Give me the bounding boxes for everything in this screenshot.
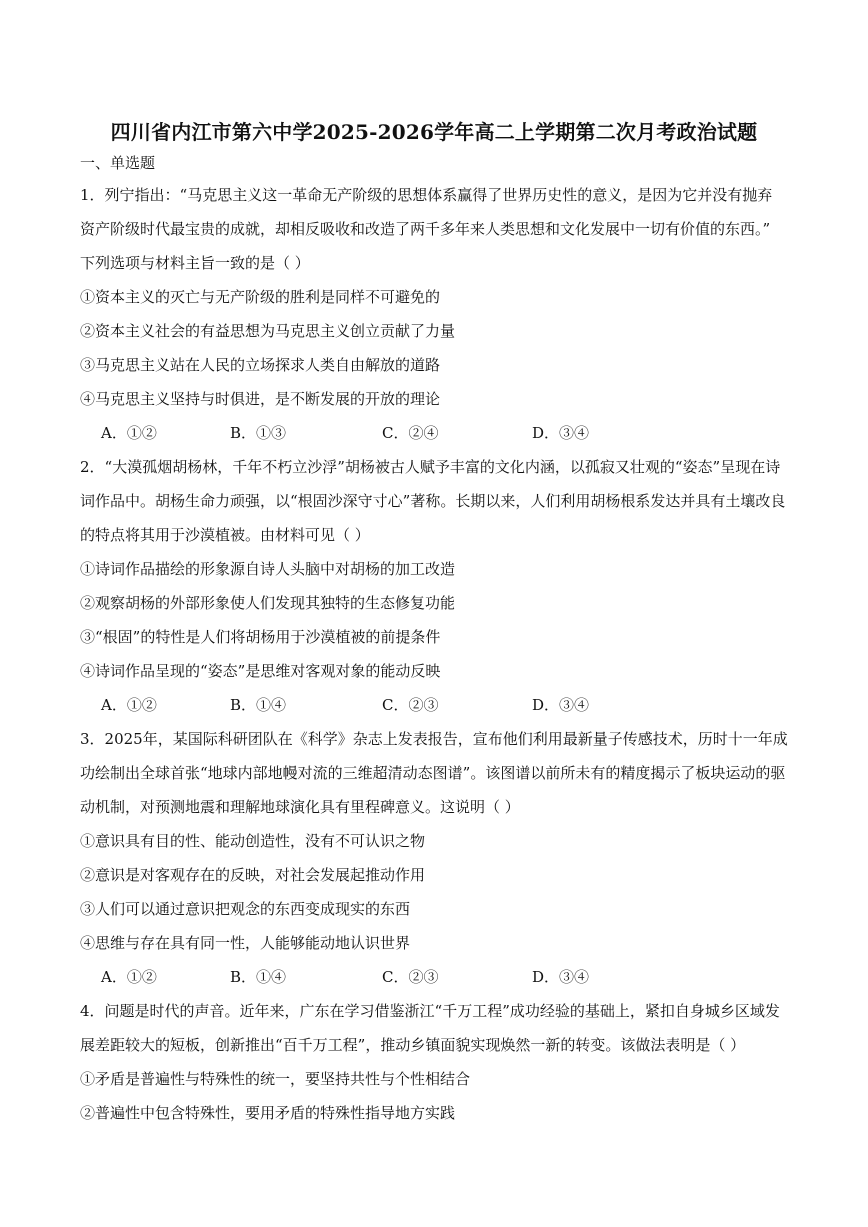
choice-d: D．③④ (532, 696, 590, 714)
statement-option: ②资本主义社会的有益思想为马克思主义创立贡献了力量 (80, 322, 456, 340)
choice-b: B．①③ (230, 424, 287, 442)
document-title: 四川省内江市第六中学2025-2026学年高二上学期第二次月考政治试题 (110, 120, 758, 144)
choice-c: C．②③ (382, 696, 439, 714)
statement-option: ④思维与存在具有同一性，人能够能动地认识世界 (80, 934, 411, 952)
question-stem-line: 的特点将其用于沙漠植被。由材料可见（ ） (80, 526, 370, 544)
question-1 (80, 178, 792, 450)
statement-option: ③人们可以通过意识把观念的东西变成现实的东西 (80, 900, 411, 918)
choice-b: B．①④ (230, 968, 287, 986)
question-stem-line: 展差距较大的短板，创新推出“百千万工程”，推动乡镇面貌实现焕然一新的转变。该做法表明是（ ） (80, 1036, 746, 1054)
answer-choices (80, 416, 792, 450)
statement-option: ②意识是对客观存在的反映，对社会发展起推动作用 (80, 866, 426, 884)
answer-choices (80, 688, 792, 722)
question-stem-line: 下列选项与材料主旨一致的是（ ） (80, 254, 310, 272)
question-3 (80, 722, 792, 994)
question-stem-line: 3．2025年，某国际科研团队在《科学》杂志上发表报告，宣布他们利用最新量子传感技术，历时十一年成 (80, 730, 788, 748)
statement-option: ①意识具有目的性、能动创造性，没有不可认识之物 (80, 832, 426, 850)
statement-option: ②观察胡杨的外部形象使人们发现其独特的生态修复功能 (80, 594, 456, 612)
statement-option: ①资本主义的灭亡与无产阶级的胜利是同样不可避免的 (80, 288, 441, 306)
statement-option: ④诗词作品呈现的“姿态”是思维对客观对象的能动反映 (80, 662, 441, 680)
choice-d: D．③④ (532, 968, 590, 986)
choice-a: A．①② (101, 424, 157, 442)
statement-option: ③“根固”的特性是人们将胡杨用于沙漠植被的前提条件 (80, 628, 441, 646)
statement-option: ④马克思主义坚持与时俱进，是不断发展的开放的理论 (80, 390, 441, 408)
statement-option: ②普遍性中包含特殊性，要用矛盾的特殊性指导地方实践 (80, 1104, 456, 1122)
answer-choices (80, 960, 792, 994)
question-stem-line: 动机制，对预测地震和理解地球演化具有里程碑意义。这说明（ ） (80, 798, 520, 816)
choice-c: C．②④ (382, 424, 439, 442)
statement-option: ①诗词作品描绘的形象源自诗人头脑中对胡杨的加工改造 (80, 560, 456, 578)
question-stem-line: 2．“大漠孤烟胡杨林，千年不朽立沙浮”胡杨被古人赋予丰富的文化内涵，以孤寂又壮观的“姿态”呈现在诗 (80, 458, 781, 476)
statement-option: ③马克思主义站在人民的立场探求人类自由解放的道路 (80, 356, 441, 374)
question-stem-line: 4．问题是时代的声音。近年来，广东在学习借鉴浙江“千万工程”成功经验的基础上，紧扣自身城乡区域发 (80, 1002, 780, 1020)
statement-option: ①矛盾是普遍性与特殊性的统一，要坚持共性与个性相结合 (80, 1070, 471, 1088)
question-2 (80, 450, 792, 722)
question-stem-line: 1．列宁指出：“马克思主义这一革命无产阶级的思想体系赢得了世界历史性的意义，是因为它并没有抛弃 (80, 186, 773, 204)
choice-b: B．①④ (230, 696, 287, 714)
section-heading: 一、单选题 (80, 154, 156, 172)
question-stem-line: 词作品中。胡杨生命力顽强，以“根固沙深守寸心”著称。长期以来，人们利用胡杨根系发达并具有土壤改良 (80, 492, 786, 510)
question-4 (80, 994, 792, 1130)
choice-c: C．②③ (382, 968, 439, 986)
question-stem-line: 功绘制出全球首张“地球内部地幔对流的三维超清动态图谱”。该图谱以前所未有的精度揭示了板块运动的驱 (80, 764, 786, 782)
question-list (80, 178, 792, 1130)
choice-a: A．①② (101, 968, 157, 986)
question-stem-line: 资产阶级时代最宝贵的成就，却相反吸收和改造了两千多年来人类思想和文化发展中一切有价值的东西。” (80, 220, 771, 238)
choice-d: D．③④ (532, 424, 590, 442)
choice-a: A．①② (101, 696, 157, 714)
